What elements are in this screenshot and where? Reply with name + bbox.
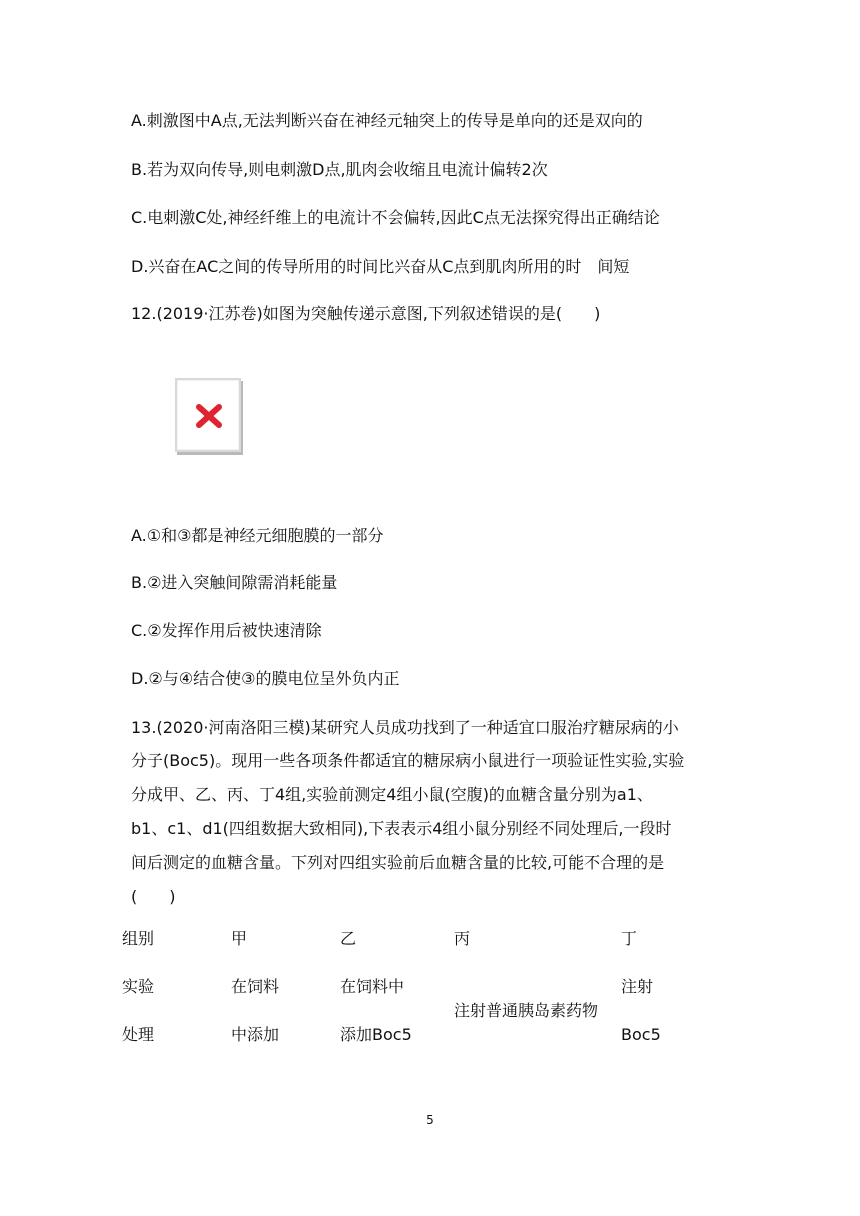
q12-option-b: B.②进入突触间隙需消耗能量: [131, 573, 338, 592]
q13-line-2: 分子(Boc5)。现用一些各项条件都适宜的糖尿病小鼠进行一项验证性实验,实验: [131, 751, 685, 770]
option-b-prev: B.若为双向传导,则电刺激D点,肌肉会收缩且电流计偏转2次: [131, 160, 548, 179]
q13-line-4: b1、c1、d1(四组数据大致相同),下表表示4组小鼠分别经不同处理后,一段时: [131, 819, 672, 838]
option-a-prev: A.刺激图中A点,无法判断兴奋在神经元轴突上的传导是单向的还是双向的: [131, 111, 643, 130]
q12-option-d: D.②与④结合使③的膜电位呈外负内正: [131, 669, 400, 688]
q13-line-5: 间后测定的血糖含量。下列对四组实验前后血糖含量的比较,可能不合理的是: [131, 853, 665, 872]
table-ding-line-1: 注射: [621, 977, 654, 996]
q12-option-c: C.②发挥作用后被快速清除: [131, 621, 322, 640]
q13-line-1: 13.(2020·河南洛阳三模)某研究人员成功找到了一种适宜口服治疗糖尿病的小: [131, 718, 679, 737]
table-jia-line-2: 中添加: [231, 1025, 280, 1044]
table-header-yi: 乙: [340, 929, 357, 948]
q12-option-a: A.①和③都是神经元细胞膜的一部分: [131, 526, 384, 545]
option-c-prev: C.电刺激C处,神经纤维上的电流计不会偏转,因此C点无法探究得出正确结论: [131, 208, 660, 227]
table-jia-line-1: 在饲料: [231, 977, 280, 996]
table-header-bing: 丙: [454, 929, 471, 948]
option-d-prev: D.兴奋在AC之间的传导所用的时间比兴奋从C点到肌肉所用的时 间短: [131, 257, 630, 276]
q13-line-6: ( ): [131, 887, 176, 906]
table-header-jia: 甲: [231, 929, 248, 948]
question-12-stem: 12.(2019·江苏卷)如图为突触传递示意图,下列叙述错误的是( ): [131, 304, 601, 323]
page-number: 5: [426, 1113, 434, 1127]
table-row-label-1: 实验: [122, 977, 155, 996]
q13-line-3: 分成甲、乙、丙、丁4组,实验前测定4组小鼠(空腹)的血糖含量分别为a1、: [131, 785, 653, 804]
broken-image-icon: [175, 378, 241, 452]
table-row-label-2: 处理: [122, 1025, 155, 1044]
table-header-group: 组别: [122, 929, 155, 948]
table-header-ding: 丁: [621, 929, 638, 948]
table-ding-line-2: Boc5: [621, 1025, 661, 1044]
table-yi-line-1: 在饲料中: [340, 977, 405, 996]
table-yi-line-2: 添加Boc5: [340, 1025, 412, 1044]
red-x-icon: [195, 404, 223, 428]
table-bing-cell: 注射普通胰岛素药物: [454, 1001, 599, 1020]
